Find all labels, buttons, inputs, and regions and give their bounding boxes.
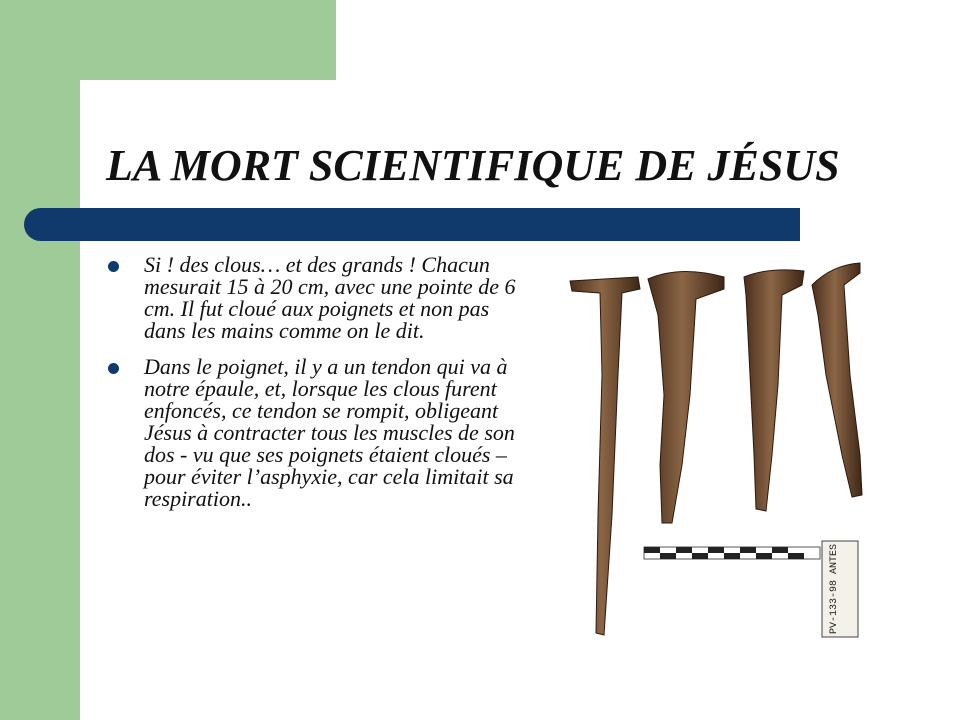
nail-2 <box>648 271 724 523</box>
nail-1 <box>570 277 640 635</box>
top-green-corner <box>80 0 336 80</box>
slide-title: LA MORT SCIENTIFIQUE DE JÉSUS <box>106 141 840 190</box>
accession-label <box>822 541 858 637</box>
bullet-dot-icon <box>108 261 119 272</box>
svg-text:PV-133-98 ANTES: PV-133-98 ANTES <box>829 543 840 635</box>
bullet-item-1 <box>108 254 528 342</box>
bullet-text-1: Si ! des clous… et des grands ! Chacun mesurait 15 à 20 cm, avec une pointe de 6 cm. Il fut cloué aux poignets et non pas dans les mains comme on le dit. <box>144 252 516 343</box>
bullet-list <box>108 254 528 524</box>
title-underline-bar <box>24 208 800 241</box>
left-green-band <box>0 0 80 720</box>
nail-3 <box>744 270 804 511</box>
bullet-dot-icon <box>108 363 119 374</box>
bullet-item-2 <box>108 356 528 510</box>
scale-bar <box>644 547 820 559</box>
nail-4 <box>812 263 862 497</box>
bullet-text-2: Dans le poignet, il y a un tendon qui va à notre épaule, et, lorsque les clous furent enfoncés, ce tendon se rompit, obligeant Jésus à contracter tous les muscles de son dos - vu que ses poignets étaient cloués – pour éviter l’asphyxie, car cela limitait sa respiration.. <box>144 354 515 511</box>
nails-photo <box>560 255 880 640</box>
